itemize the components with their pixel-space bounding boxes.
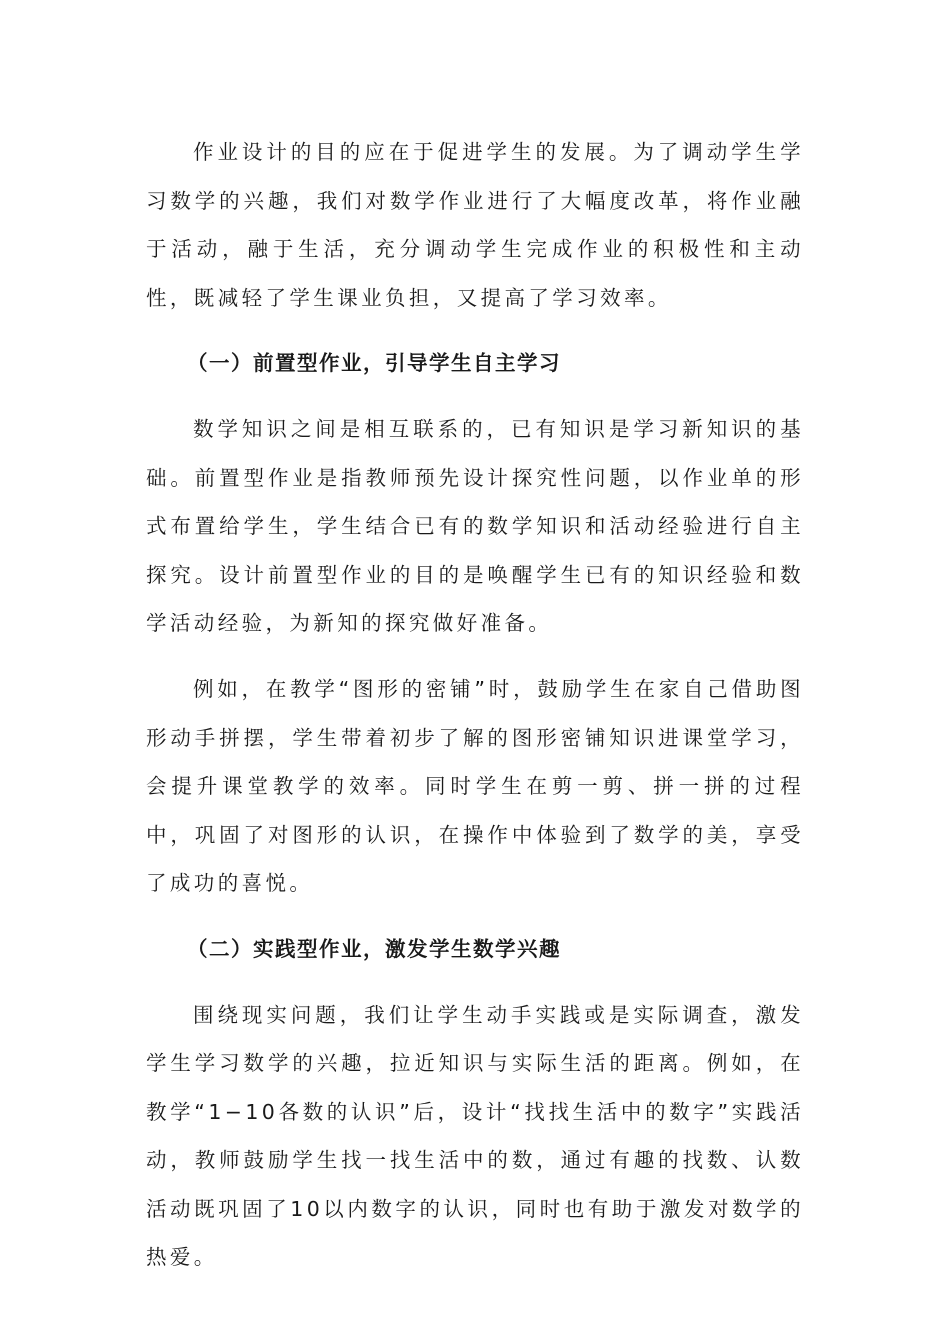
section-heading-2: （二）实践型作业，激发学生数学兴趣 <box>187 936 561 961</box>
paragraph-preview-homework: 数学知识之间是相互联系的，已有知识是学习新知识的基础。前置型作业是指教师预先设计探究性问题，以作业单的形式布置给学生，学生结合已有的数学知识和活动经验进行自主探究。设计前置型作业的目的是唤醒学生已有的知识经验和数学活动经验，为新知的探究做好准备。 <box>146 416 804 636</box>
paragraph-practice-homework: 围绕现实问题，我们让学生动手实践或是实际调查，激发学生学习数学的兴趣，拉近知识与实际生活的距离。例如，在教学“1−10各数的认识”后，设计“找找生活中的数字”实践活动，教师鼓励学生找一找生活中的数，通过有趣的找数、认数活动既巩固了10以内数字的认识，同时也有助于激发对数学的热爱。 <box>146 1002 804 1270</box>
paragraph-tessellation-example: 例如，在教学“图形的密铺”时，鼓励学生在家自己借助图形动手拼摆，学生带着初步了解的图形密铺知识进课堂学习，会提升课堂教学的效率。同时学生在剪一剪、拼一拼的过程中，巩固了对图形的认识，在操作中体验到了数学的美，享受了成功的喜悦。 <box>146 676 804 896</box>
section-heading-1: （一）前置型作业，引导学生自主学习 <box>187 351 561 376</box>
paragraph-intro: 作业设计的目的应在于促进学生的发展。为了调动学生学习数学的兴趣，我们对数学作业进行了大幅度改革，将作业融于活动，融于生活，充分调动学生完成作业的积极性和主动性，既减轻了学生课业负担，又提高了学习效率。 <box>146 140 804 310</box>
